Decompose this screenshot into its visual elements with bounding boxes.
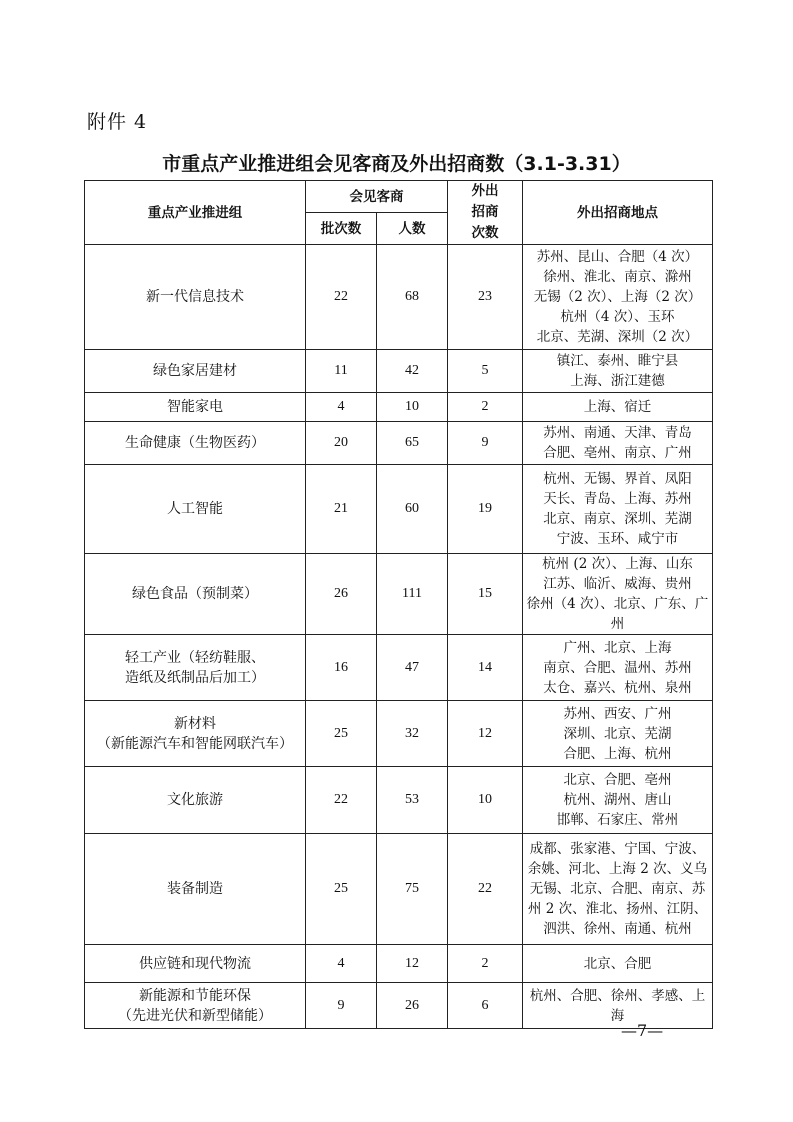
trips-cell: 14: [448, 635, 523, 701]
table-row: [85, 393, 713, 422]
group-name-cell: 人工智能: [85, 465, 306, 554]
people-cell: 68: [377, 245, 448, 350]
header-locations: 外出招商地点: [523, 181, 713, 245]
page-title: 市重点产业推进组会见客商及外出招商数（3.1-3.31）: [162, 153, 631, 175]
trips-cell: 2: [448, 393, 523, 422]
locations-cell: 上海、宿迁: [523, 393, 713, 422]
group-name-cell: 供应链和现代物流: [85, 945, 306, 983]
group-name-cell: 装备制造: [85, 834, 306, 945]
trips-cell: 19: [448, 465, 523, 554]
trips-cell: 2: [448, 945, 523, 983]
table-row: [85, 701, 713, 767]
table-body: [85, 245, 713, 1029]
investment-table: [84, 180, 713, 1029]
locations-cell: 镇江、泰州、睢宁县 上海、浙江建德: [523, 350, 713, 393]
people-cell: 75: [377, 834, 448, 945]
attachment-label: 附件 4: [87, 111, 148, 133]
table-row: [85, 635, 713, 701]
group-name-cell: 绿色家居建材: [85, 350, 306, 393]
batches-cell: 25: [306, 701, 377, 767]
batches-cell: 22: [306, 767, 377, 834]
group-name-cell: 智能家电: [85, 393, 306, 422]
group-name-cell: 新一代信息技术: [85, 245, 306, 350]
people-cell: 10: [377, 393, 448, 422]
group-name-cell: 绿色食品（预制菜）: [85, 554, 306, 635]
batches-cell: 26: [306, 554, 377, 635]
table-row: [85, 245, 713, 350]
batches-cell: 11: [306, 350, 377, 393]
header-people: 人数: [377, 213, 448, 245]
table-row: [85, 350, 713, 393]
batches-cell: 16: [306, 635, 377, 701]
people-cell: 32: [377, 701, 448, 767]
batches-cell: 20: [306, 422, 377, 465]
group-name-cell: 生命健康（生物医药）: [85, 422, 306, 465]
locations-cell: 苏州、昆山、合肥（4 次） 徐州、淮北、南京、滁州 无锡（2 次）、上海（2 次） 杭州（4 次）、玉环 北京、芜湖、深圳（2 次）: [523, 245, 713, 350]
locations-cell: 杭州、无锡、界首、凤阳 天长、青岛、上海、苏州 北京、南京、深圳、芜湖 宁波、玉环、咸宁市: [523, 465, 713, 554]
batches-cell: 4: [306, 945, 377, 983]
people-cell: 65: [377, 422, 448, 465]
trips-cell: 5: [448, 350, 523, 393]
people-cell: 47: [377, 635, 448, 701]
table-row: [85, 983, 713, 1029]
locations-cell: 苏州、南通、天津、青岛 合肥、亳州、南京、广州: [523, 422, 713, 465]
people-cell: 12: [377, 945, 448, 983]
batches-cell: 21: [306, 465, 377, 554]
people-cell: 53: [377, 767, 448, 834]
batches-cell: 22: [306, 245, 377, 350]
table-row: [85, 465, 713, 554]
trips-cell: 6: [448, 983, 523, 1029]
locations-cell: 杭州、合肥、徐州、孝感、上海: [523, 983, 713, 1029]
locations-cell: 杭州 (2 次）、上海、山东 江苏、临沂、威海、贵州 徐州（4 次）、北京、广东、广州: [523, 554, 713, 635]
people-cell: 60: [377, 465, 448, 554]
people-cell: 26: [377, 983, 448, 1029]
group-name-cell: 轻工产业（轻纺鞋服、 造纸及纸制品后加工）: [85, 635, 306, 701]
header-batches: 批次数: [306, 213, 377, 245]
locations-cell: 成都、张家港、宁国、宁波、 余姚、河北、上海 2 次、义乌 无锡、北京、合肥、南京、苏 州 2 次、淮北、扬州、江阴、 泗洪、徐州、南通、杭州: [523, 834, 713, 945]
group-name-cell: 文化旅游: [85, 767, 306, 834]
trips-cell: 15: [448, 554, 523, 635]
page-number: —7—: [621, 1021, 664, 1040]
people-cell: 42: [377, 350, 448, 393]
header-meet: 会见客商: [306, 181, 448, 213]
table-row: [85, 767, 713, 834]
locations-cell: 北京、合肥: [523, 945, 713, 983]
batches-cell: 25: [306, 834, 377, 945]
locations-cell: 北京、合肥、亳州 杭州、湖州、唐山 邯郸、石家庄、常州: [523, 767, 713, 834]
group-name-cell: 新能源和节能环保 （先进光伏和新型储能）: [85, 983, 306, 1029]
table-row: [85, 554, 713, 635]
batches-cell: 9: [306, 983, 377, 1029]
table-row: [85, 834, 713, 945]
locations-cell: 广州、北京、上海 南京、合肥、温州、苏州 太仓、嘉兴、杭州、泉州: [523, 635, 713, 701]
people-cell: 111: [377, 554, 448, 635]
trips-cell: 23: [448, 245, 523, 350]
batches-cell: 4: [306, 393, 377, 422]
trips-cell: 10: [448, 767, 523, 834]
trips-cell: 22: [448, 834, 523, 945]
table-row: [85, 945, 713, 983]
table-row: [85, 422, 713, 465]
header-group: 重点产业推进组: [85, 181, 306, 245]
header-trips: 外出 招商 次数: [448, 181, 523, 245]
locations-cell: 苏州、西安、广州 深圳、北京、芜湖 合肥、上海、杭州: [523, 701, 713, 767]
trips-cell: 12: [448, 701, 523, 767]
trips-cell: 9: [448, 422, 523, 465]
group-name-cell: 新材料 （新能源汽车和智能网联汽车）: [85, 701, 306, 767]
